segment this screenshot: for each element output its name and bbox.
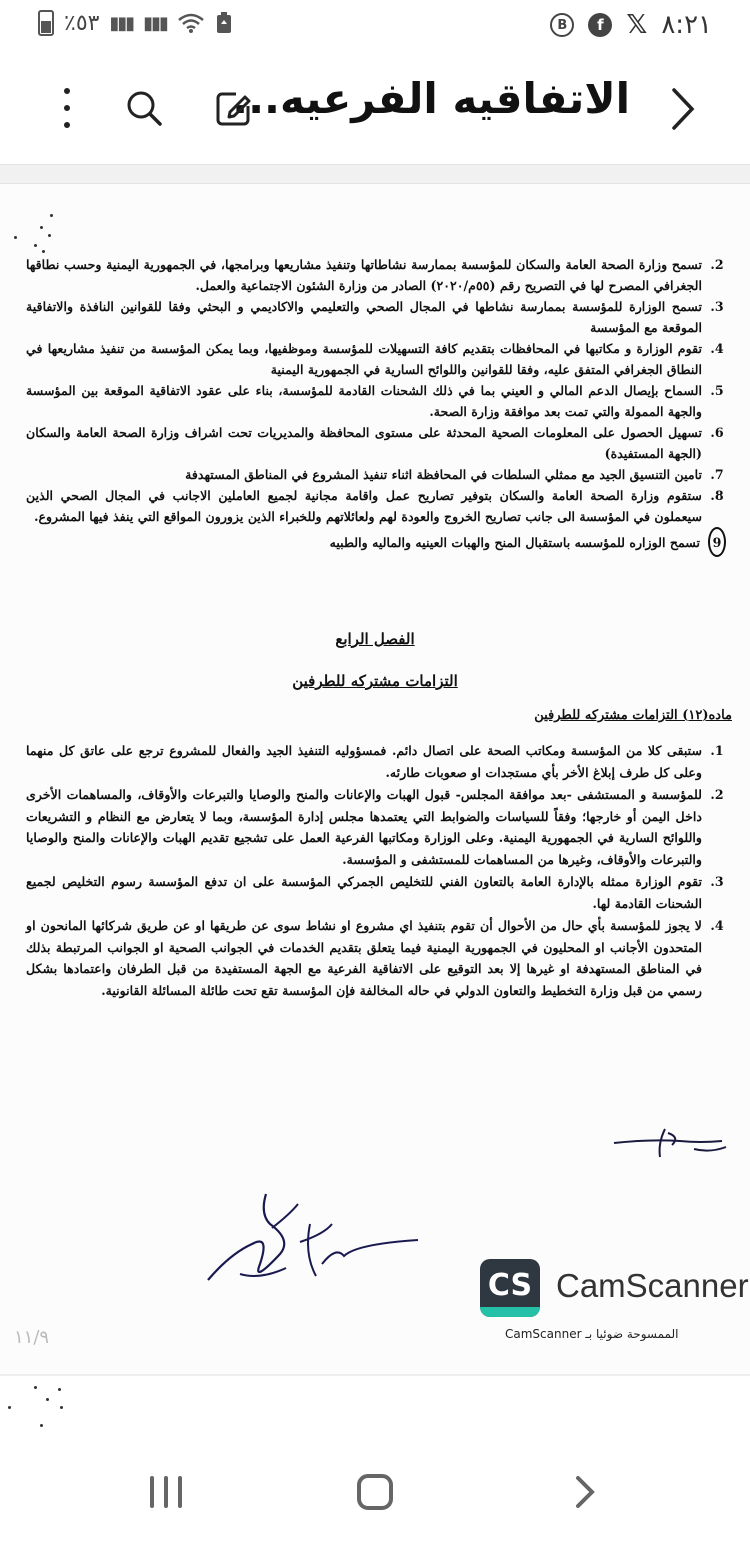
list-item: 3. تقوم الوزارة ممثله بالإدارة العامة بالتعاون الفني للتخليص الجمركي المؤسسة على ان تدفع المؤسسة رسوم التخليص لجميع الشحنات القادمة لها. <box>26 874 724 911</box>
circled-number: 9 <box>708 527 726 557</box>
edit-icon[interactable] <box>214 88 254 128</box>
app-bar <box>0 52 750 164</box>
facebook-icon: f <box>588 13 612 37</box>
section-title: التزامات مشتركه للطرفين <box>292 672 458 690</box>
status-bar <box>0 0 750 52</box>
signal-icon: ▮▮▮ <box>109 12 134 34</box>
more-vert-icon[interactable] <box>56 88 78 128</box>
separator <box>0 164 750 184</box>
chapter-title: الفصل الرابع <box>335 630 415 648</box>
page-title: الاتفاقيه الفرعيه... <box>232 74 630 123</box>
signature-right <box>610 1119 730 1169</box>
list-item: 3. تسمح الوزارة للمؤسسة بممارسة نشاطها في المجال الصحي والتعليمي والاكاديمي و البحثي وفقا للقوانين النافذة والاتفاقية الموقعة مع المؤسسة <box>26 299 724 335</box>
recent-apps-icon[interactable] <box>150 1476 182 1508</box>
camscanner-brand: CamScanner <box>556 1267 749 1304</box>
search-icon[interactable] <box>124 88 164 128</box>
signal-icon: ▮▮▮ <box>143 12 167 34</box>
list-item: 8. ستقوم وزارة الصحة العامة والسكان بتوفير تصاريح عمل واقامة مجانية لجميع العاملين الاجانب في المجال الصحي الذين سيعملون في المؤسسة الى جانب تصاريح الخروج والعودة لهم ولعائلاتهم وللخبراء الذين يزورون المواقع التي ينفذ فيها المشروع. <box>26 488 724 524</box>
document-list-b <box>26 740 726 1002</box>
battery-percent: ٪٥٣ <box>64 10 100 36</box>
time: ٨:٢١ <box>661 10 712 40</box>
camscanner-caption: الممسوحة ضوئيا بـ CamScanner <box>505 1327 679 1341</box>
status-left <box>38 10 233 36</box>
signature-left <box>200 1184 430 1294</box>
home-icon[interactable] <box>357 1474 393 1510</box>
recycle-icon <box>215 11 233 35</box>
list-item: 4. لا يجوز للمؤسسة بأي حال من الأحوال أن تقوم بتنفيذ اي مشروع او نشاط سوى عن طريقها او عن طريق شركائها المانحون او المتحدون الأجانب او المحليون في الجمهورية اليمنية فيما يتعلق بتقديم الخدمات في الجوانب الصحية او الجوانب المرتبطة بذلك في المناطق المستهدفة او غيرها إلا بعد التوقيع على الاتفاقية الفرعية مع الجهة المستفيدة من قبل الطرفان واعتمادها بشكل رسمي من قبل وزارة التخطيط والتعاون الدولي في حاله المخالفة فإن المؤسسة تقع تحت طائلة المسائلة القانونية. <box>26 918 724 998</box>
b-icon: B <box>550 13 574 37</box>
x-icon: 𝕏 <box>626 10 648 40</box>
camscanner-logo: CS <box>480 1259 540 1317</box>
list-item: 4. تقوم الوزارة و مكاتبها في المحافظات بتقديم كافة التسهيلات للمؤسسة وموظفيها، وبما يمكن المؤسسة من تنفيذ مشاريعها في النطاق الجغرافي المتفق عليه، وفقا للقوانين واللوائح السارية في الجمهورية اليمنية <box>26 341 724 377</box>
system-nav-bar <box>0 1446 750 1542</box>
list-item: 7. تامين التنسيق الجيد مع ممثلي السلطات في المحافظة اثناء تنفيذ المشروع في المناطق المستهدفة <box>185 467 724 482</box>
status-right <box>550 10 712 40</box>
list-item: 6. تسهيل الحصول على المعلومات الصحية المحدثة على مستوى المحافظة والمديريات تحت اشراف وزارة الصحة العامة والسكان (الجهة المستفيدة) <box>26 425 724 461</box>
wifi-icon <box>177 12 205 34</box>
list-item: 1. ستبقى كلا من المؤسسة ومكاتب الصحة على اتصال دائم. فمسؤوليه التنفيذ الجيد والفعال للمشروع ترجع على عاتق كل منهما وعلى كل طرف إبلاغ الأخر بأي مستجدات او صعوبات طارئه. <box>26 743 724 780</box>
list-item: 2. للمؤسسة و المستشفى -بعد موافقة المجلس- قبول الهبات والإعانات والمنح والوصايا والتبرعات والأوقاف، والمساهمات الأخرى داخل اليمن أو خارجها؛ وفقاً للسياسات والضوابط التي يعتمدها مجلس إدارة المؤسسة، وبما لا يتعارض مع النظام و التشريعات واللوائح السارية في الجمهورية اليمنية. وعلى الوزارة ومكاتبها الفرعية العمل على تشجيع تقديم الهبات والإعانات والمنح والوصايا والتبرعات والأوقاف، وغيرها من المساهمات للمستشفى و المؤسسة. <box>26 787 724 867</box>
document-page[interactable] <box>0 184 750 1374</box>
list-item: 5. السماح بإيصال الدعم المالي و العيني بما في ذلك الشحنات القادمة للمؤسسة، بناء على عقود الاتفاقية الموقعة بين المؤسسة والجهة الممولة والتي تمت بعد موافقة وزارة الصحة. <box>26 383 724 419</box>
list-item: 2. تسمح وزارة الصحة العامة والسكان للمؤسسة بممارسة نشاطاتها وتنفيذ مشاريعها وبرامجها، في الجمهورية اليمنية وحسب نطاقها الجغرافي المصرح لها في التصريح رقم (٥٥م/٢٠٢٠) الصادر من وزارة الشئون الاجتماعية والعمل. <box>26 257 724 293</box>
back-icon[interactable] <box>566 1474 602 1510</box>
scan-specks <box>0 1376 120 1446</box>
document-list-a <box>26 254 726 557</box>
list-item: 9 تسمح الوزاره للمؤسسه باستقبال المنح والهبات العينيه والماليه والطبيه <box>26 527 726 557</box>
article-title: ماده(١٢) التزامات مشتركه للطرفين <box>534 708 732 723</box>
page-number: ١١/٩ <box>14 1327 50 1348</box>
battery-icon <box>38 10 54 36</box>
back-chevron-icon[interactable] <box>664 86 700 132</box>
